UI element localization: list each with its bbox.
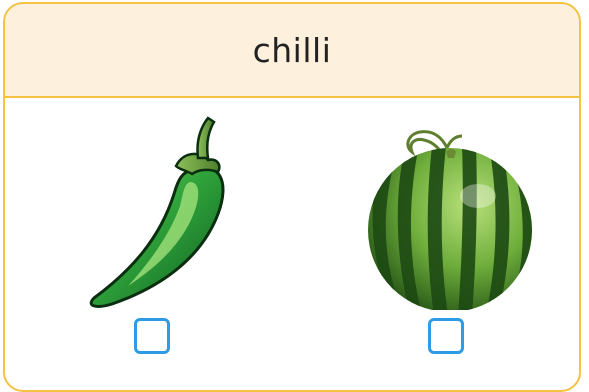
- option-chilli[interactable]: [52, 110, 272, 370]
- card-header: [5, 4, 579, 98]
- option-watermelon-checkbox[interactable]: [428, 318, 464, 354]
- option-chilli-checkbox[interactable]: [134, 318, 170, 354]
- green-chilli-icon: [52, 110, 272, 310]
- watermelon-icon: [338, 110, 558, 310]
- question-word: chilli: [252, 30, 332, 70]
- option-watermelon[interactable]: [338, 110, 558, 370]
